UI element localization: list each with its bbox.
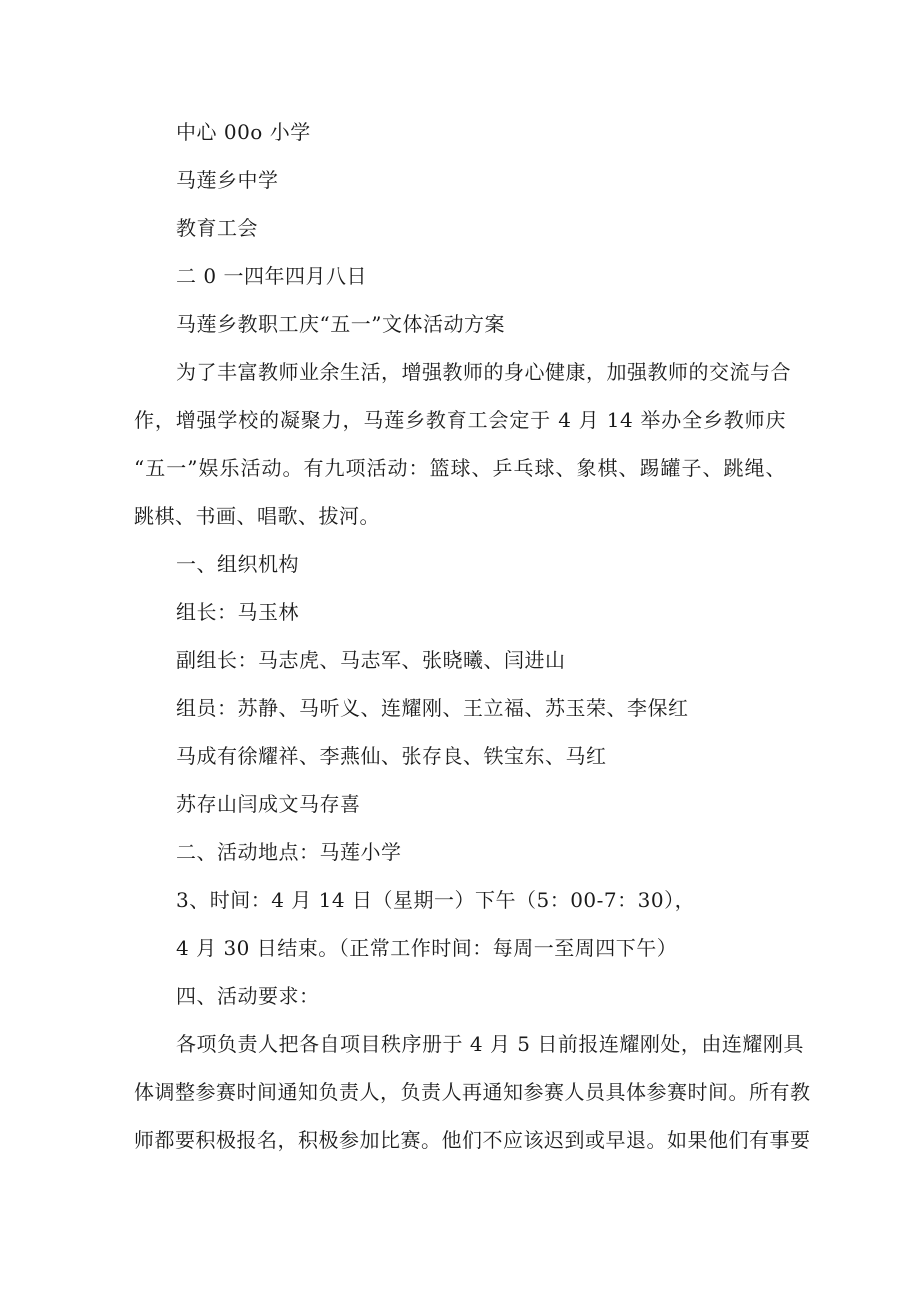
deputy-leader-line: 副组长：马志虎、马志军、张晓曦、闫进山: [176, 648, 566, 672]
section-location: 二、活动地点：马莲小学: [176, 840, 402, 864]
intro-line-3: “五一”娱乐活动。有九项活动：篮球、乒乓球、象棋、踢罐子、跳绳、: [134, 456, 786, 480]
intro-line-1: 为了丰富教师业余生活，增强教师的身心健康，加强教师的交流与合: [176, 360, 791, 384]
section-organization-heading: 一、组织机构: [176, 552, 299, 576]
members-line-2: 马成有徐耀祥、李燕仙、张存良、铁宝东、马红: [176, 744, 607, 768]
requirements-line-3: 师都要积极报名，积极参加比赛。他们不应该迟到或早退。如果他们有事要: [134, 1128, 811, 1152]
header-date: 二 0 一四年四月八日: [176, 264, 367, 288]
time-line-2: 4 月 30 日结束。（正常工作时间：每周一至周四下午）: [176, 936, 678, 960]
members-line-3: 苏存山闫成文马存喜: [176, 792, 361, 816]
header-middle-school: 马莲乡中学: [176, 168, 279, 192]
header-union: 教育工会: [176, 216, 258, 240]
time-line-1: 3、时间：4 月 14 日（星期一）下午（5：00-7：30），: [176, 888, 696, 912]
section-requirements-heading: 四、活动要求：: [176, 984, 320, 1008]
requirements-line-2: 体调整参赛时间通知负责人，负责人再通知参赛人员具体参赛时间。所有教: [134, 1080, 811, 1104]
intro-line-4: 跳棋、书画、唱歌、拔河。: [134, 504, 380, 528]
intro-line-2: 作，增强学校的凝聚力，马莲乡教育工会定于 4 月 14 举办全乡教师庆: [134, 408, 786, 432]
header-school: 中心 00o 小学: [176, 120, 311, 144]
requirements-line-1: 各项负责人把各自项目秩序册于 4 月 5 日前报连耀刚处，由连耀刚具: [176, 1032, 804, 1056]
leader-line: 组长：马玉林: [176, 600, 299, 624]
members-line-1: 组员：苏静、马听义、连耀刚、王立福、苏玉荣、李保红: [176, 696, 689, 720]
document-title: 马莲乡教职工庆“五一”文体活动方案: [176, 312, 505, 336]
